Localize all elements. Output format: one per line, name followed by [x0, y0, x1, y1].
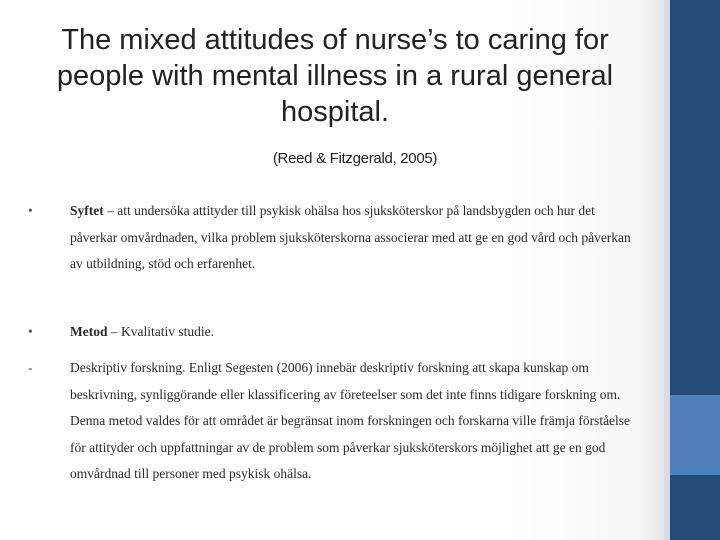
dash-marker: -: [28, 360, 33, 375]
bullet-marker: •: [28, 324, 33, 339]
paragraph-text-deskriptiv: Deskriptiv forskning. Enligt Segesten (2006) innebär deskriptiv forskning att skapa kunskap om beskrivning, synliggörande eller klassificering av företeelser som det inte finns tidigare forskning om. Denna metod valdes för att området är begränsat inom forskningen och forskarna ville främja förståelse för attityder och uppfattningar av de problem som påverkar sjuksköterskors möjlighet att ge en god omvårdnad till personer med psykisk ohälsa.: [70, 360, 631, 481]
side-stripe-accent: [670, 395, 720, 475]
paragraph-metod: [28, 319, 640, 346]
paragraph-deskriptiv: [28, 355, 640, 488]
slide-subtitle: (Reed & Fitzgerald, 2005): [272, 150, 438, 167]
paragraph-text-metod: – Kvalitativ studie.: [107, 324, 214, 339]
paragraph-text-syftet: – att undersöka attityder till psykisk ohälsa hos sjuksköterskor på landsbygden och hur det påverkar omvårdnaden, vilka problem sjuksköterskorna associerar med att ge en god vård och påverkan av utbildning, stöd och erfarenhet.: [70, 203, 631, 271]
side-shadow-decoration: [640, 0, 664, 540]
paragraph-lead-syftet: Syftet: [70, 203, 104, 218]
slide-title: The mixed attitudes of nurse’s to caring for people with mental illness in a rural general hospital.: [56, 24, 614, 128]
paragraph-syftet: [28, 198, 640, 278]
bullet-marker: •: [28, 203, 33, 218]
paragraph-lead-metod: Metod: [70, 324, 108, 339]
